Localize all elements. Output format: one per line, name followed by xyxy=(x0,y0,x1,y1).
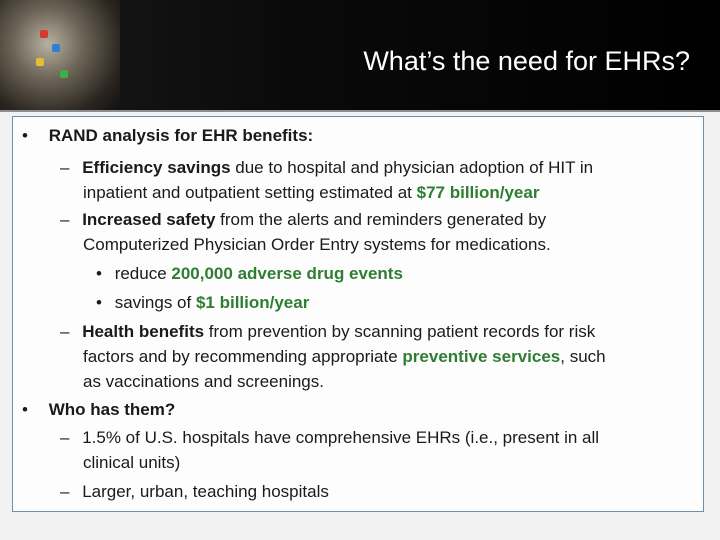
subbullet-hospitals-percent xyxy=(60,426,599,450)
pill-icon xyxy=(40,30,48,38)
item-text: as vaccinations and screenings. xyxy=(83,372,324,391)
subbullet-safety xyxy=(60,208,546,232)
subbullet-efficiency xyxy=(60,156,593,180)
pill-icon xyxy=(60,70,68,78)
bullet-marker: • xyxy=(22,126,28,145)
dash-marker: – xyxy=(60,158,70,177)
header-divider xyxy=(0,110,720,112)
dash-marker: – xyxy=(60,322,70,341)
subbullet-larger-hospitals xyxy=(60,480,329,504)
pill-icon xyxy=(52,44,60,52)
bullet-who-has-them xyxy=(22,398,175,422)
highlight-value: $77 billion/year xyxy=(416,183,540,202)
dash-marker: – xyxy=(60,482,70,501)
subbullet-health-cont2 xyxy=(83,370,324,394)
item-text: reduce xyxy=(114,264,172,283)
bullet-marker: • xyxy=(96,293,102,312)
bullet-rand-analysis xyxy=(22,124,313,148)
bullet-heading: RAND analysis for EHR benefits: xyxy=(48,126,314,145)
stethoscope-photo xyxy=(0,0,120,110)
subsub-adverse-events xyxy=(96,262,403,286)
dash-marker: – xyxy=(60,428,70,447)
bullet-marker: • xyxy=(22,400,28,419)
highlight-value: preventive services xyxy=(402,347,561,366)
subbullet-hospitals-percent-cont xyxy=(83,451,180,475)
highlight-value: 200,000 adverse drug events xyxy=(171,264,403,283)
pill-icon xyxy=(36,58,44,66)
highlight-value: $1 billion/year xyxy=(195,293,310,312)
bullet-marker: • xyxy=(96,264,102,283)
item-text: factors and by recommending appropriate xyxy=(83,347,403,366)
item-text: savings of xyxy=(114,293,196,312)
subbullet-health-cont xyxy=(83,345,606,369)
item-text: Computerized Physician Order Entry systems for medications. xyxy=(83,235,551,254)
item-text: Larger, urban, teaching hospitals xyxy=(82,482,329,501)
bullet-heading: Who has them? xyxy=(48,400,176,419)
subsub-savings xyxy=(96,291,309,315)
item-text: , such xyxy=(560,347,606,366)
subbullet-health xyxy=(60,320,595,344)
slide-header xyxy=(0,0,720,110)
item-text: clinical units) xyxy=(83,453,181,472)
slide-title: What’s the need for EHRs? xyxy=(363,46,690,76)
bold-phrase: Increased safety xyxy=(82,210,216,229)
item-text: from prevention by scanning patient records for risk xyxy=(204,322,596,341)
bold-phrase: Efficiency savings xyxy=(82,158,231,177)
item-text: 1.5% of U.S. hospitals have comprehensive EHRs (i.e., present in all xyxy=(82,428,600,447)
item-text: due to hospital and physician adoption of HIT in xyxy=(230,158,594,177)
dash-marker: – xyxy=(60,210,70,229)
subbullet-safety-cont xyxy=(83,233,551,257)
item-text: from the alerts and reminders generated by xyxy=(215,210,547,229)
bold-phrase: Health benefits xyxy=(82,322,205,341)
item-text: inpatient and outpatient setting estimated at xyxy=(83,183,417,202)
subbullet-efficiency-cont xyxy=(83,181,539,205)
